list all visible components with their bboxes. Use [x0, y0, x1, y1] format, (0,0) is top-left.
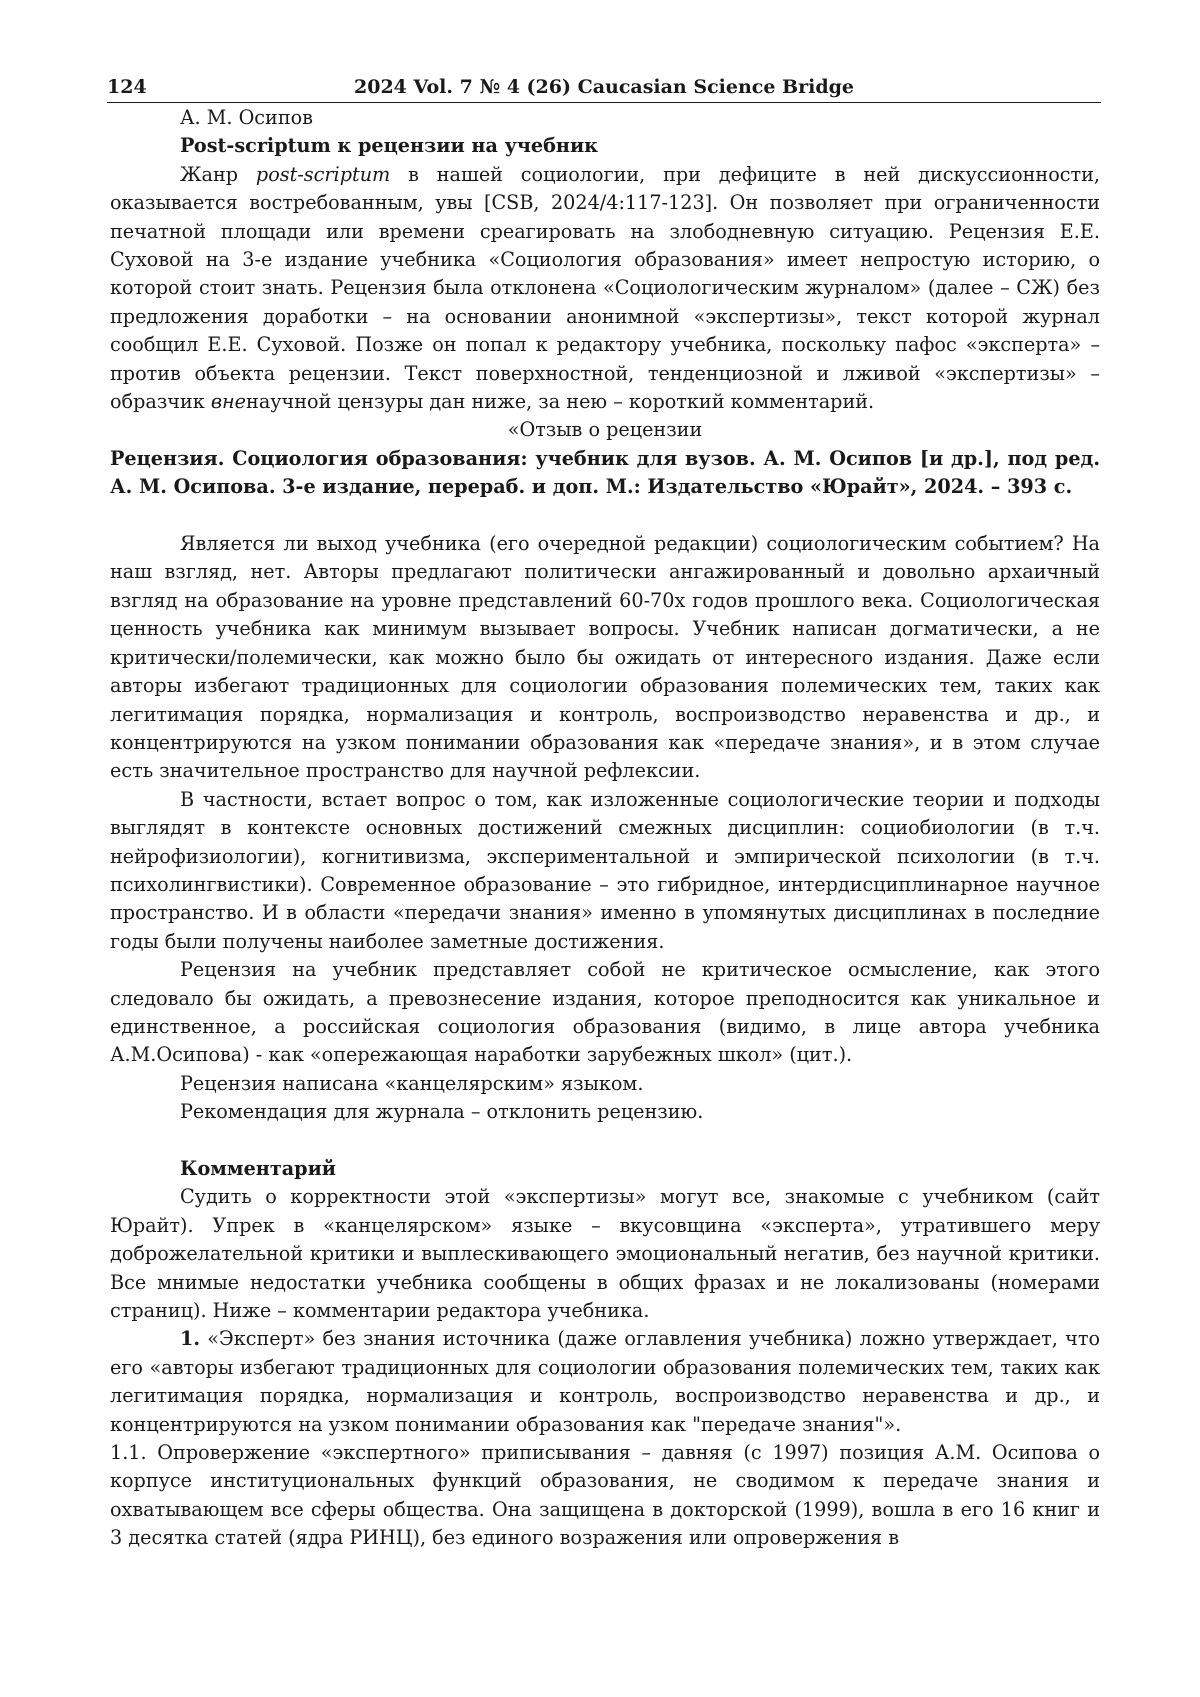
point-1	[110, 1325, 1100, 1439]
spacer	[110, 1127, 1100, 1155]
author-name: А. М. Осипов	[110, 104, 1100, 132]
intro-italic-b: вне	[211, 390, 246, 413]
running-header	[107, 74, 1101, 103]
journal-page	[0, 0, 1200, 1697]
intro-text-c: научной цензуры дан ниже, за нею – короткий комментарий.	[246, 390, 874, 413]
comment-paragraph: Судить о корректности этой «экспертизы» могут все, знакомые с учебником (сайт Юрайт). Упрек в «канцелярском» языке – вкусовщина «эксперта», утратившего меру доброжелательной критики и выплескивающего эмоциональный негатив, без научной критики. Все мнимые недостатки учебника сообщены в общих фразах и не локализованы (номерами страниц). Ниже – комментарии редактора учебника.	[110, 1183, 1100, 1325]
review-paragraph: Рецензия на учебник представляет собой не критическое осмысление, как этого следовало бы ожидать, а превознесение издания, которое преподносится как уникальное и единственное, а российская социология образования (видимо, в лице автора учебника А.М.Осипова) - как «опережающая наработки зарубежных школ» (цит.).	[110, 956, 1100, 1070]
article-body	[110, 104, 1100, 1553]
intro-text-a: Жанр	[180, 163, 256, 186]
intro-paragraph	[110, 161, 1100, 417]
point-1-1: 1.1. Опровержение «экспертного» приписывания – давняя (с 1997) позиция А.М. Осипова о корпусе институциональных функций образования, не сводимом к передаче знания и охватывающем все сферы общества. Она защищена в докторской (1999), вошла в его 16 книг и 3 десятка статей (ядра РИНЦ), без единого возражения или опровержения в	[110, 1439, 1100, 1553]
point-1-number: 1.	[180, 1327, 200, 1350]
review-paragraph: Рецензия написана «канцелярским» языком.	[110, 1070, 1100, 1098]
intro-text-b: в нашей социологии, при дефиците в ней дискуссионности, оказывается востребованным, увы [CSB, 2024/4:117-123]. Он позволяет при ограниченности печатной площади или времени среагировать на злободневную ситуацию. Рецензия Е.Е. Суховой на 3-е издание учебника «Социология образования» имеет непростую историю, о которой стоит знать. Рецензия была отклонена «Социологическим журналом» (далее – СЖ) без предложения доработки – на основании анонимной «экспертизы», текст которой журнал сообщил Е.Е. Суховой. Позже он попал к редактору учебника, поскольку пафос «эксперта» – против объекта рецензии. Текст поверхностной, тенденциозной и лживой «экспертизы» – образчик	[110, 163, 1100, 413]
spacer	[110, 502, 1100, 530]
review-paragraph: В частности, встает вопрос о том, как изложенные социологические теории и подходы выглядят в контексте основных достижений смежных дисциплин: социобиологии (в т.ч. нейрофизиологии), когнитивизма, экспериментальной и эмпирической психологии (в т.ч. психолингвистики). Современное образование – это гибридное, интердисциплинарное научное пространство. И в области «передачи знания» именно в упомянутых дисциплинах в последние годы были получены наиболее заметные достижения.	[110, 786, 1100, 956]
review-citation: Рецензия. Социология образования: учебник для вузов. А. М. Осипов [и др.], под ред. А. М. Осипова. 3-е издание, перераб. и доп. М.: Издательство «Юрайт», 2024. – 393 с.	[110, 445, 1100, 502]
intro-italic-a: post-scriptum	[256, 163, 390, 186]
article-title: Post-scriptum к рецензии на учебник	[110, 132, 1100, 160]
review-paragraph: Является ли выход учебника (его очередной редакции) социологическим событием? На наш взгляд, нет. Авторы предлагают политически ангажированный и довольно архаичный взгляд на образование на уровне представлений 60-70х годов прошлого века. Социологическая ценность учебника как минимум вызывает вопросы. Учебник написан догматически, а не критически/полемически, как можно было бы ожидать от интересного издания. Даже если авторы избегают традиционных для социологии образования полемических тем, таких как легитимация порядка, нормализация и контроль, воспроизводство неравенства и др., и концентрируются на узком понимании образования как «передаче знания», и в этом случае есть значительное пространство для научной рефлексии.	[110, 530, 1100, 786]
point-1-text: «Эксперт» без знания источника (даже оглавления учебника) ложно утверждает, что его «авторы избегают традиционных для социологии образования полемических тем, таких как легитимация порядка, нормализация и контроль, воспроизводство неравенства и др., и концентрируются на узком понимании образования как "передаче знания"».	[110, 1327, 1100, 1435]
comment-heading: Комментарий	[110, 1155, 1100, 1183]
journal-title: 2024 Vol. 7 № 4 (26) Caucasian Science Bridge	[107, 74, 1101, 100]
review-paragraph: Рекомендация для журнала – отклонить рецензию.	[110, 1098, 1100, 1126]
page-number: 124	[107, 74, 147, 100]
review-heading: «Отзыв о рецензии	[110, 416, 1100, 444]
